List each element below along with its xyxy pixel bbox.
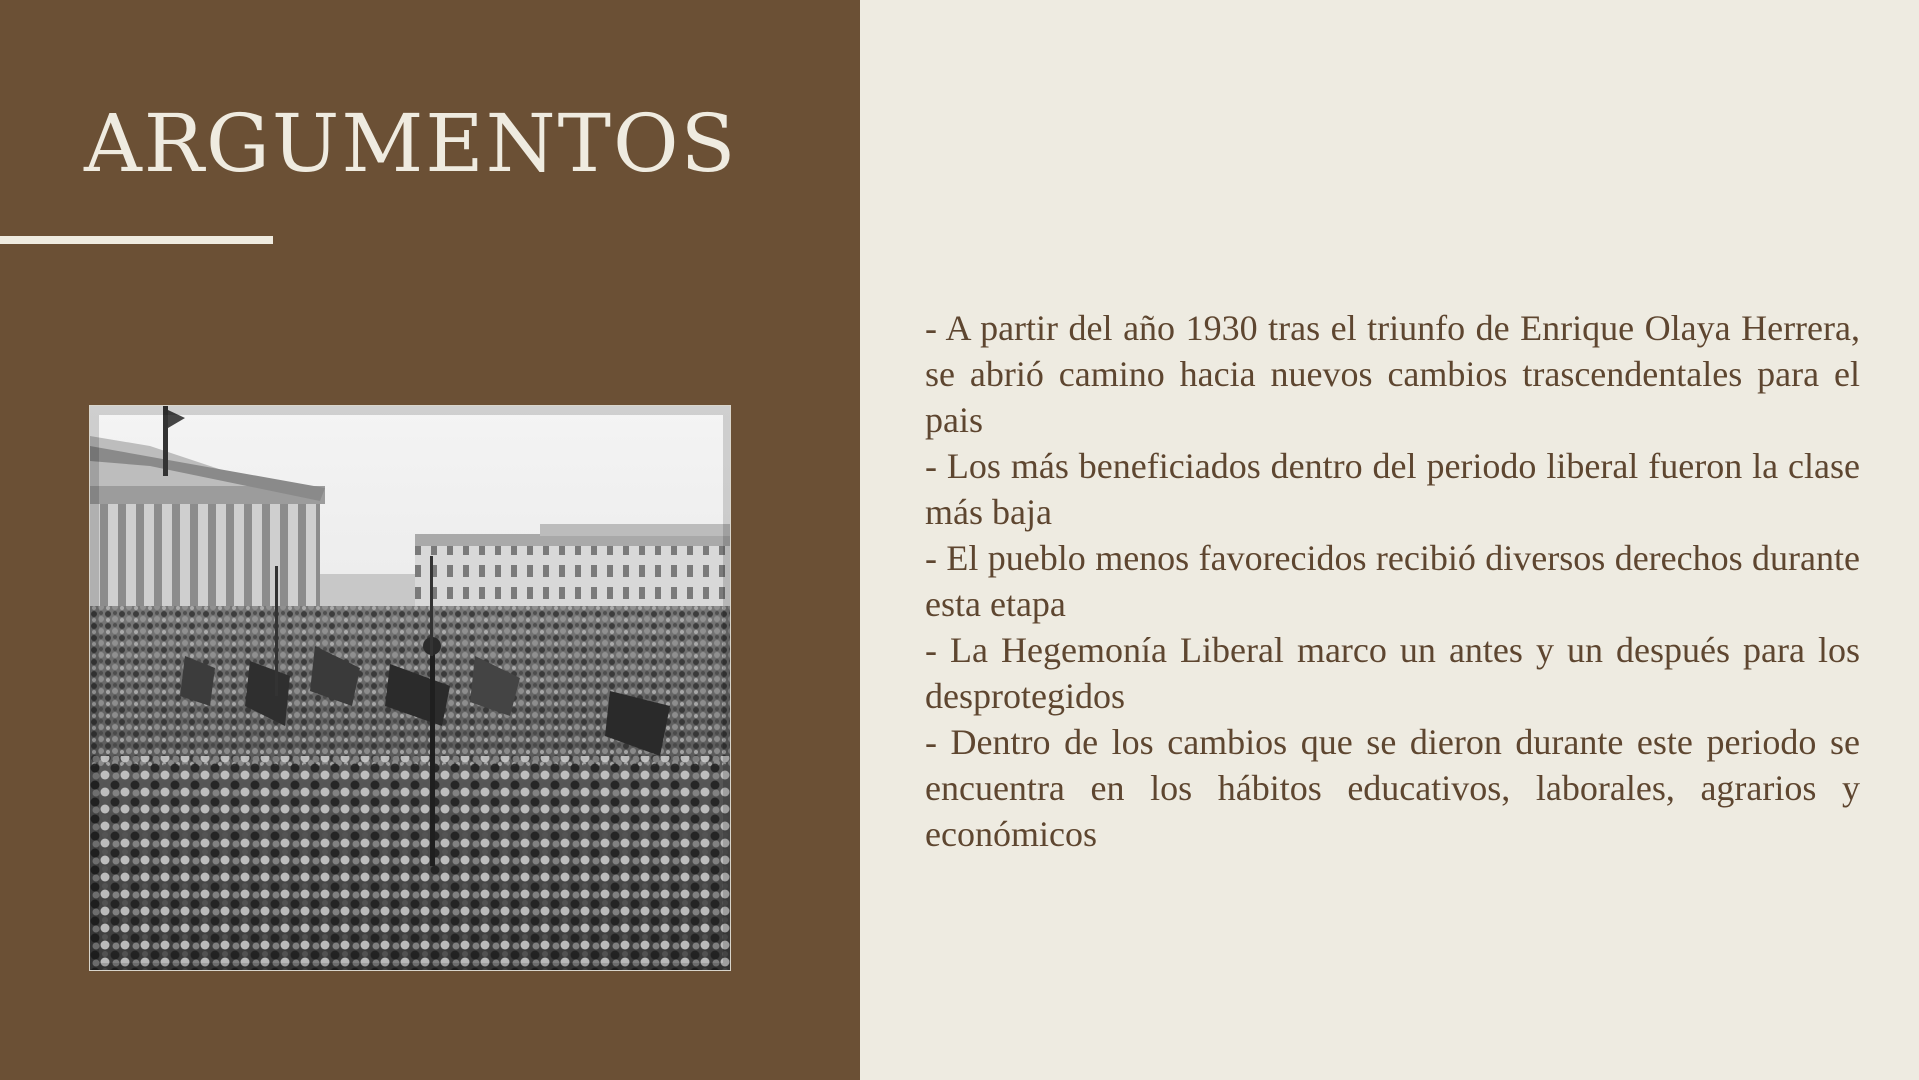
slide-title: ARGUMENTOS xyxy=(84,97,738,190)
argument-item: - El pueblo menos favorecidos recibió diversos derechos durante esta etapa xyxy=(925,538,1860,624)
title-underline xyxy=(0,236,273,244)
argument-list xyxy=(925,305,1860,857)
left-panel xyxy=(0,0,860,1080)
historical-crowd-photo xyxy=(89,405,731,971)
argument-item: - Dentro de los cambios que se dieron durante este periodo se encuentra en los hábitos educativos, laborales, agrarios y económicos xyxy=(925,722,1860,854)
argument-item: - La Hegemonía Liberal marco un antes y un después para los desprotegidos xyxy=(925,630,1860,716)
argument-item: - A partir del año 1930 tras el triunfo de Enrique Olaya Herrera, se abrió camino hacia nuevos cambios trascendentales para el pais xyxy=(925,308,1860,440)
argument-item: - Los más beneficiados dentro del periodo liberal fueron la clase más baja xyxy=(925,446,1860,532)
